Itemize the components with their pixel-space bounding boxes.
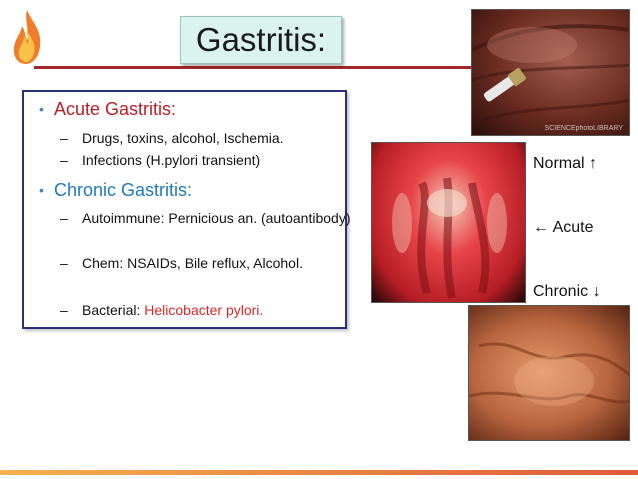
chronic-gastritis-illustration — [469, 306, 630, 441]
chronic-heading-text: Chronic Gastritis: — [54, 180, 193, 200]
dash-icon: – — [60, 302, 68, 318]
label-chronic: Chronic ↓ — [533, 283, 601, 300]
dash-icon: – — [60, 130, 68, 146]
bacterial-prefix: Bacterial: — [82, 302, 145, 318]
list-item-text — [82, 300, 352, 320]
chronic-heading — [39, 180, 193, 201]
list-item-text: Chem: NSAIDs, Bile reflux, Alcohol. — [82, 255, 303, 271]
content-box — [22, 90, 351, 329]
acute-gastritis-photo — [371, 142, 526, 303]
label-normal: Normal ↑ — [533, 155, 598, 172]
title-box — [180, 16, 342, 64]
page-title: Gastritis: — [195, 21, 327, 58]
flame-logo-icon — [10, 8, 44, 66]
label-acute: ← Acute — [533, 219, 594, 236]
chronic-gastritis-photo — [468, 305, 630, 441]
acute-heading — [39, 99, 177, 120]
footer-bar — [0, 470, 638, 475]
bullet-icon: • — [39, 182, 44, 198]
acute-gastritis-illustration — [372, 143, 526, 303]
list-item-text: Autoimmune: Pernicious an. (autoantibody) — [82, 210, 351, 226]
normal-stomach-photo — [471, 9, 630, 136]
dash-icon: – — [60, 210, 68, 226]
acute-heading-text: Acute Gastritis: — [54, 99, 177, 119]
bacterial-highlight: Helicobacter pylori. — [144, 302, 264, 318]
normal-stomach-illustration — [472, 10, 630, 136]
watermark-text: SCIENCEphotoLIBRARY — [544, 125, 623, 132]
list-item-text: Drugs, toxins, alcohol, Ischemia. — [82, 130, 284, 146]
bullet-icon: • — [39, 101, 44, 117]
dash-icon: – — [60, 152, 68, 168]
list-item-text: Infections (H.pylori transient) — [82, 152, 261, 168]
dash-icon: – — [60, 255, 68, 271]
title-rule — [34, 66, 474, 69]
